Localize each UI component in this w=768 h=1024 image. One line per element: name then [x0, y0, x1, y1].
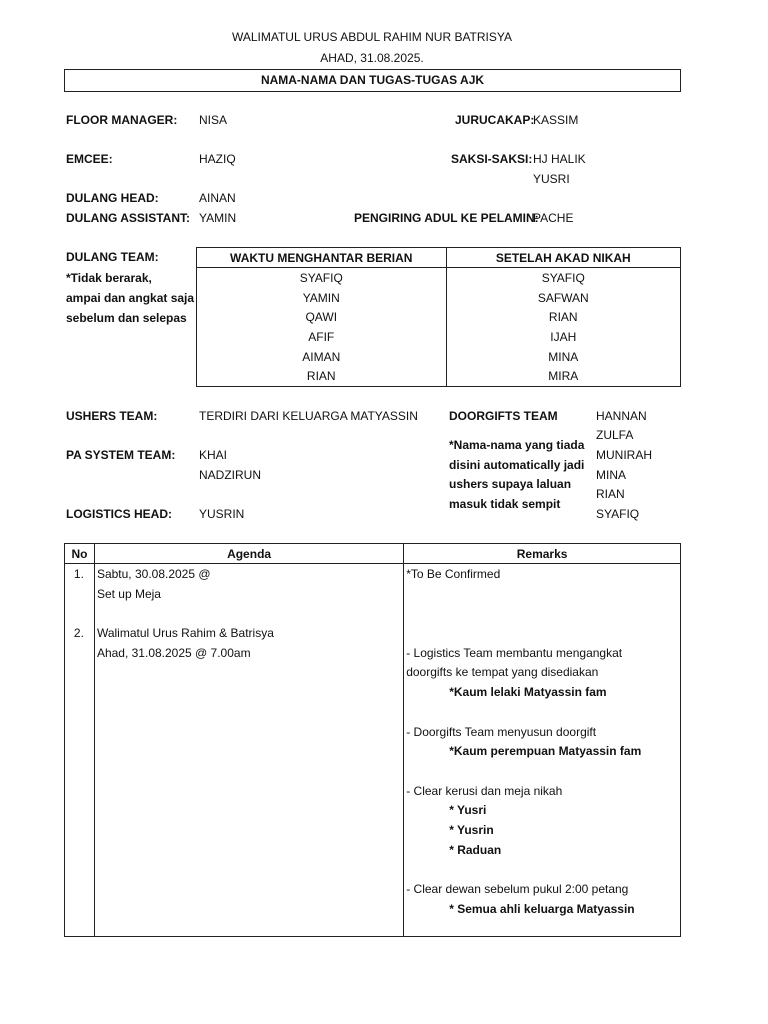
table-cell: SYAFIQ [446, 268, 680, 288]
doorgifts-member: RIAN [596, 487, 625, 501]
doorgifts-member: MINA [596, 468, 626, 482]
dulang-team-note-line: ampai dan angkat saja [66, 291, 195, 305]
table-cell: MIRA [446, 366, 680, 386]
document-date: AHAD, 31.08.2025. [320, 51, 424, 65]
table-cell: MINA [446, 347, 680, 367]
remark-line: *To Be Confirmed [406, 567, 501, 581]
floor-manager-value: NISA [199, 113, 228, 127]
agenda-no [65, 604, 94, 624]
remark-line [406, 624, 680, 644]
doorgifts-note-line: *Nama-nama yang tiada [449, 438, 585, 452]
dulang-assistant-value: YAMIN [199, 211, 237, 225]
saksi-value-1: HJ HALIK [533, 152, 586, 166]
table-cell: QAWI [197, 307, 447, 327]
agenda-no: 2. [73, 626, 84, 641]
table-cell: SAFWAN [446, 288, 680, 308]
saksi-value-2: YUSRI [533, 172, 570, 186]
pa-system-value-2: NADZIRUN [199, 468, 261, 482]
pa-system-label: PA SYSTEM TEAM: [66, 448, 176, 462]
table-row [197, 366, 681, 386]
table-cell: SYAFIQ [197, 268, 447, 288]
remark-line: * Yusrin [449, 822, 494, 837]
table-row [197, 307, 681, 327]
agenda-line: Set up Meja [96, 586, 161, 601]
doorgifts-member: ZULFA [596, 428, 634, 442]
table-row [65, 564, 681, 937]
table-row [197, 288, 681, 308]
jurucakap-label: JURUCAKAP: [455, 113, 535, 127]
agenda-line: Sabtu, 30.08.2025 @ [96, 567, 211, 581]
document-title: WALIMATUL URUS ABDUL RAHIM NUR BATRISYA [231, 30, 513, 44]
remark-line: - Logistics Team membantu mengangkat [406, 645, 623, 660]
remark-line: doorgifts ke tempat yang disediakan [406, 665, 599, 680]
remark-line [406, 585, 680, 605]
agenda-line [97, 604, 403, 624]
agenda-line: Walimatul Urus Rahim & Batrisya [96, 626, 274, 641]
remark-line: * Semua ahli keluarga Matyassin [449, 901, 635, 916]
emcee-value: HAZIQ [199, 152, 236, 166]
agenda-no [65, 585, 94, 605]
doorgifts-team-label: DOORGIFTS TEAM [449, 409, 558, 423]
remark-line [406, 604, 680, 624]
agenda-table [64, 543, 681, 937]
pengiring-value: PACHE [533, 211, 574, 225]
dulang-team-label: DULANG TEAM: [66, 250, 159, 264]
agenda-cell [94, 564, 403, 937]
ushers-team-value: TERDIRI DARI KELUARGA MATYASSIN [199, 409, 418, 423]
dulang-team-table [196, 247, 681, 387]
floor-manager-label: FLOOR MANAGER: [66, 113, 178, 127]
doorgifts-member: MUNIRAH [596, 448, 652, 462]
dulang-team-note-line: sebelum dan selepas [66, 311, 187, 325]
remarks-cell [404, 564, 681, 937]
table-cell: YAMIN [197, 288, 447, 308]
table-cell: AIMAN [197, 347, 447, 367]
jurucakap-value: KASSIM [533, 113, 579, 127]
pengiring-label: PENGIRING ADUL KE PELAMIN: [354, 211, 539, 225]
agenda-line: Ahad, 31.08.2025 @ 7.00am [96, 645, 251, 660]
remark-line: - Doorgifts Team menyusun doorgift [406, 724, 597, 739]
remark-line: *Kaum perempuan Matyassin fam [449, 744, 642, 759]
remark-line: * Raduan [449, 842, 502, 857]
remark-line: *Kaum lelaki Matyassin fam [449, 685, 607, 700]
table-cell: RIAN [197, 366, 447, 386]
dulang-head-label: DULANG HEAD: [66, 191, 159, 205]
doorgifts-note-line: ushers supaya laluan [449, 477, 572, 491]
table-row [197, 268, 681, 288]
dulang-team-note-line: *Tidak berarak, [66, 271, 152, 285]
ushers-team-label: USHERS TEAM: [66, 409, 158, 423]
remark-line: - Clear kerusi dan meja nikah [406, 783, 563, 798]
dulang-assistant-label: DULANG ASSISTANT: [66, 211, 190, 225]
table-cell: RIAN [446, 307, 680, 327]
section-title-box [64, 69, 681, 92]
column-header-agenda: Agenda [94, 544, 403, 564]
doorgifts-note-line: masuk tidak sempit [449, 497, 561, 511]
remark-line [406, 703, 680, 723]
remark-line: - Clear dewan sebelum pukul 2:00 petang [406, 882, 629, 896]
dulang-head-value: AINAN [199, 191, 236, 205]
remark-line: * Yusri [449, 803, 487, 818]
column-header: WAKTU MENGHANTAR BERIAN [197, 248, 447, 268]
saksi-label: SAKSI-SAKSI: [451, 152, 533, 166]
table-cell: AFIF [197, 327, 447, 347]
doorgifts-member: HANNAN [596, 409, 647, 423]
doorgifts-note-line: disini automatically jadi [449, 458, 585, 472]
column-header-remarks: Remarks [404, 544, 681, 564]
logistics-head-label: LOGISTICS HEAD: [66, 507, 173, 521]
section-title: NAMA-NAMA DAN TUGAS-TUGAS AJK [260, 73, 485, 87]
logistics-head-value: YUSRIN [199, 507, 245, 521]
table-cell: IJAH [446, 327, 680, 347]
table-row [197, 327, 681, 347]
column-header: SETELAH AKAD NIKAH [446, 248, 680, 268]
agenda-no: 1. [73, 567, 84, 581]
remark-line [406, 762, 680, 782]
emcee-label: EMCEE: [66, 152, 113, 166]
column-header-no: No [65, 544, 95, 564]
table-row [197, 347, 681, 367]
pa-system-value-1: KHAI [199, 448, 228, 462]
doorgifts-member: SYAFIQ [596, 507, 640, 521]
agenda-no-cell [65, 564, 95, 937]
remark-line [406, 860, 680, 880]
